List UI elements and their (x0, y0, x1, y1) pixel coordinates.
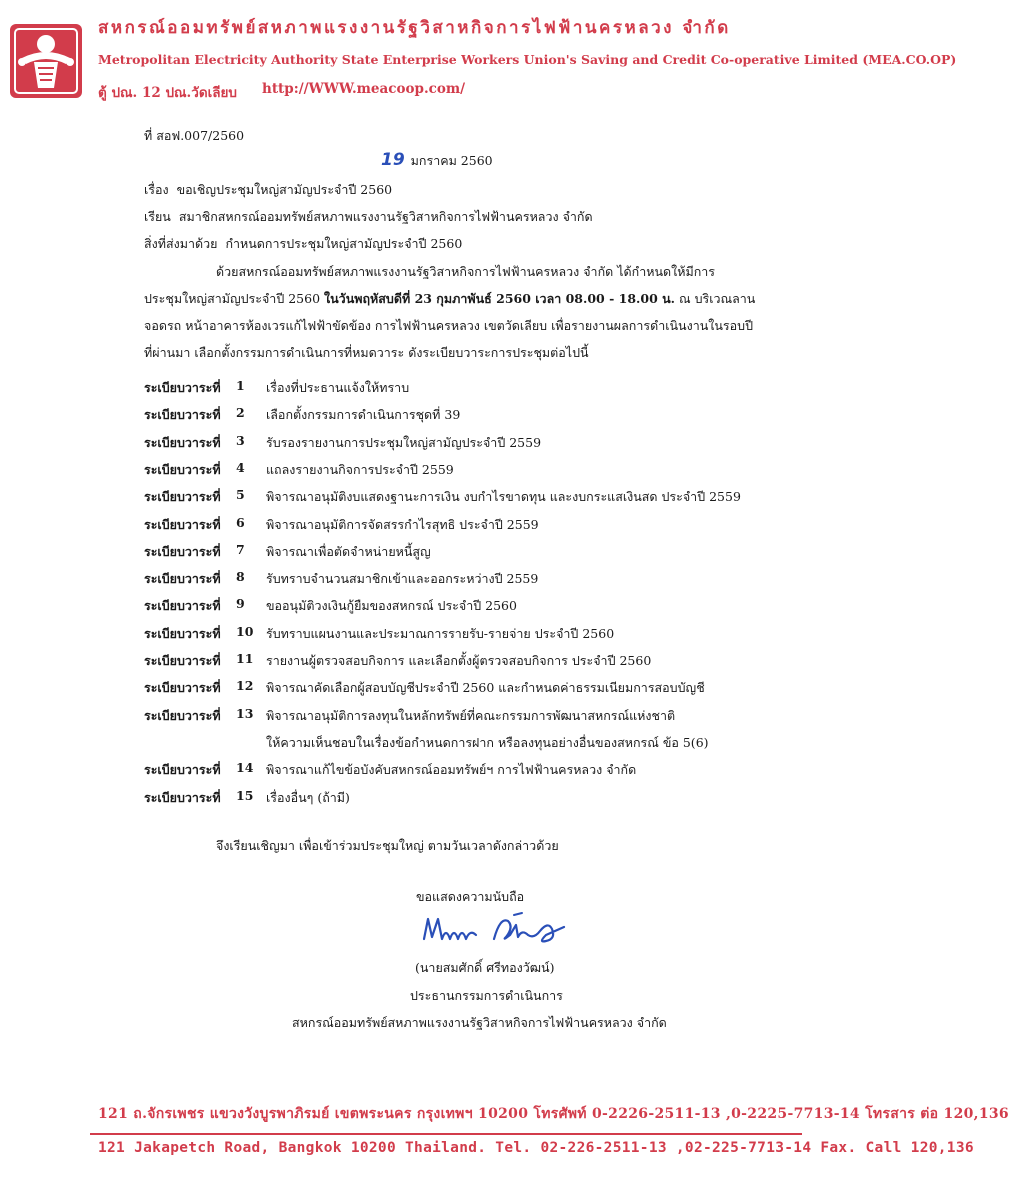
paragraph-line-2 (144, 289, 755, 309)
date-month-year: มกราคม 2560 (410, 153, 493, 168)
letter-reference: ที่ สอฟ.007/2560 (144, 128, 245, 143)
agenda-label: ระเบียบวาระที่ (144, 707, 221, 723)
agenda-label: ระเบียบวาระที่ (144, 407, 221, 423)
agenda-number: 10 (236, 623, 254, 639)
enclosure-line (144, 234, 462, 254)
agenda-number: 11 (236, 651, 254, 666)
agenda-text: เลือกตั้งกรรมการดำเนินการชุดที่ 39 (266, 407, 461, 423)
agenda-text: พิจารณาอนุมัติการลงทุนในหลักทรัพย์ที่คณะกรรมการพัฒนาสหกรณ์แห่งชาติ (266, 707, 676, 723)
agenda-label: ระเบียบวาระที่ (144, 489, 221, 505)
paragraph-line-3: จอดรถ หน้าอาคารห้องเวรแก้ไฟฟ้าขัดข้อง การไฟฟ้านครหลวง เขตวัดเลียบ เพื่อรายงานผลการดำเนินงานในรอบปี (144, 318, 754, 333)
cooperative-logo (8, 22, 84, 100)
agenda-number: 6 (236, 514, 245, 530)
agenda-number: 4 (236, 459, 245, 475)
signer-organization: สหกรณ์ออมทรัพย์สหภาพแรงงานรัฐวิสาหกิจการไฟฟ้านครหลวง จำกัด (292, 1015, 667, 1030)
to-text: สมาชิกสหกรณ์ออมทรัพย์สหภาพแรงงานรัฐวิสาหกิจการไฟฟ้านครหลวง จำกัด (178, 209, 593, 224)
subject-line (144, 180, 392, 200)
agenda-text: รับรองรายงานการประชุมใหญ่สามัญประจำปี 2559 (266, 434, 542, 450)
agenda-number: 12 (236, 678, 254, 694)
subject-label: เรื่อง (144, 182, 169, 197)
agenda-text: รับทราบจำนวนสมาชิกเข้าและออกระหว่างปี 2559 (266, 571, 539, 587)
org-name-english: Metropolitan Electricity Authority State Enterprise Workers Union's Saving and Credit Co-operative Limited (MEA.CO.OP) (98, 52, 957, 67)
agenda-text: เรื่องอื่นๆ (ถ้ามี) (266, 789, 350, 805)
footer-address-thai: 121 ถ.จักรเพชร แขวงวังบูรพาภิรมย์ เขตพระนคร กรุงเทพฯ 10200 โทรศัพท์ 0-2226-2511-13 ,0-2225-7713-14 โทรสาร ต่อ 120,136 (98, 1106, 1009, 1122)
agenda-text: พิจารณาเพื่อตัดจำหน่ายหนี้สูญ (266, 543, 431, 559)
agenda-label: ระเบียบวาระที่ (144, 762, 221, 778)
agenda-number: 5 (236, 487, 245, 503)
agenda-label: ระเบียบวาระที่ (144, 543, 221, 559)
org-name-thai: สหกรณ์ออมทรัพย์สหภาพแรงงานรัฐวิสาหกิจการไฟฟ้านครหลวง จำกัด (98, 18, 731, 38)
agenda-text: เรื่องที่ประธานแจ้งให้ทราบ (266, 380, 410, 395)
agenda-number: 2 (236, 405, 245, 421)
agenda-text: รับทราบแผนงานและประมาณการรายรับ-รายจ่าย ประจำปี 2560 (266, 625, 615, 641)
agenda-text: พิจารณาอนุมัติงบแสดงฐานะการเงิน งบกำไรขาดทุน และงบกระแสเงินสด ประจำปี 2559 (266, 489, 741, 505)
agenda-text: แถลงรายงานกิจการประจำปี 2559 (266, 461, 454, 477)
agenda-label: ระเบียบวาระที่ (144, 680, 221, 696)
agenda-text: รายงานผู้ตรวจสอบกิจการ และเลือกตั้งผู้ตรวจสอบกิจการ ประจำปี 2560 (266, 653, 652, 668)
agenda-text: ขออนุมัติวงเงินกู้ยืมของสหกรณ์ ประจำปี 2560 (266, 598, 517, 614)
signer-name: (นายสมศักดิ์ ศรีทองวัฒน์) (415, 960, 555, 975)
footer-divider (90, 1133, 802, 1135)
agenda-label: ระเบียบวาระที่ (144, 789, 221, 805)
regards-text: ขอแสดงความนับถือ (416, 889, 525, 904)
agenda-label: ระเบียบวาระที่ (144, 380, 221, 395)
agenda-text: พิจารณาอนุมัติการจัดสรรกำไรสุทธิ ประจำปี 2559 (266, 516, 539, 532)
enclosure-text: กำหนดการประชุมใหญ่สามัญประจำปี 2560 (225, 236, 463, 251)
po-box: ตู้ ปณ. 12 ปณ.วัดเลียบ (98, 85, 237, 101)
agenda-number: 7 (236, 541, 245, 557)
subject-text: ขอเชิญประชุมใหญ่สามัญประจำปี 2560 (176, 182, 393, 197)
para-line2-end: ณ บริเวณลาน (675, 291, 756, 306)
meeting-datetime: ในวันพฤหัสบดีที่ 23 กุมภาพันธ์ 2560 เวลา 08.00 - 18.00 น. (324, 291, 676, 306)
agenda-text-continued: ให้ความเห็นชอบในเรื่องข้อกำหนดการฝาก หรือลงทุนอย่างอื่นของสหกรณ์ ข้อ 5(6) (266, 734, 709, 750)
paragraph-line-4: ที่ผ่านมา เลือกตั้งกรรมการดำเนินการที่หมดวาระ ดังระเบียบวาระการประชุมต่อไปนี้ (144, 345, 589, 360)
agenda-label: ระเบียบวาระที่ (144, 625, 221, 641)
enclosure-label: สิ่งที่ส่งมาด้วย (144, 236, 218, 251)
agenda-number: 1 (236, 378, 245, 393)
agenda-label: ระเบียบวาระที่ (144, 516, 221, 532)
closing-text: จึงเรียนเชิญมา เพื่อเข้าร่วมประชุมใหญ่ ตามวันเวลาดังกล่าวด้วย (216, 838, 559, 853)
agenda-label: ระเบียบวาระที่ (144, 434, 221, 450)
letter-date (381, 150, 493, 171)
agenda-number: 9 (236, 596, 245, 612)
agenda-number: 3 (236, 432, 245, 448)
to-line (144, 207, 593, 227)
paragraph-line-1: ด้วยสหกรณ์ออมทรัพย์สหภาพแรงงานรัฐวิสาหกิจการไฟฟ้านครหลวง จำกัด ได้กำหนดให้มีการ (216, 264, 716, 279)
footer-address-english: 121 Jakapetch Road, Bangkok 10200 Thailand. Tel. 02-226-2511-13 ,02-225-7713-14 Fax. Call 120,136 (98, 1140, 974, 1156)
website-link[interactable]: http://WWW.meacoop.com/ (262, 81, 466, 97)
agenda-number: 13 (236, 705, 254, 721)
agenda-label: ระเบียบวาระที่ (144, 461, 221, 477)
agenda-text: พิจารณาแก้ไขข้อบังคับสหกรณ์ออมทรัพย์ฯ การไฟฟ้านครหลวง จำกัด (266, 762, 637, 778)
signer-title: ประธานกรรมการดำเนินการ (410, 988, 563, 1003)
para-line2-start: ประชุมใหญ่สามัญประจำปี 2560 (144, 291, 325, 306)
agenda-number: 8 (236, 569, 245, 585)
agenda-label: ระเบียบวาระที่ (144, 571, 221, 587)
agenda-label: ระเบียบวาระที่ (144, 653, 221, 668)
handwritten-signature (418, 905, 573, 955)
to-label: เรียน (144, 209, 171, 224)
date-day-handwritten: 19 (381, 150, 405, 170)
agenda-text: พิจารณาคัดเลือกผู้สอบบัญชีประจำปี 2560 และกำหนดค่าธรรมเนียมการสอบบัญชี (266, 680, 705, 696)
agenda-number: 15 (236, 787, 254, 803)
agenda-number: 14 (236, 760, 254, 776)
agenda-label: ระเบียบวาระที่ (144, 598, 221, 614)
